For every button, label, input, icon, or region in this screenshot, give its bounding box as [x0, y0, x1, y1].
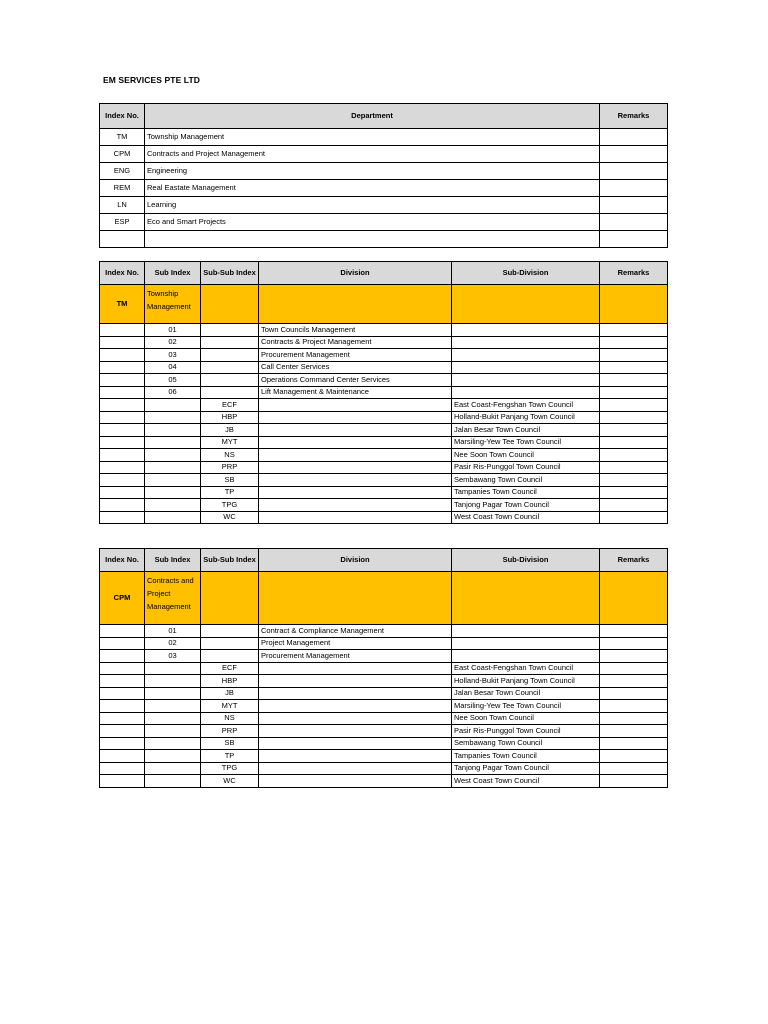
sub-index-cell [145, 762, 201, 775]
sub-division-cell: Jalan Besar Town Council [452, 424, 600, 437]
index-cell: TM [100, 129, 145, 146]
sub-division-cell [452, 386, 600, 399]
division-cell [259, 436, 452, 449]
sub-division-cell: Holland-Bukit Panjang Town Council [452, 675, 600, 688]
index-cell [100, 625, 145, 638]
remarks-cell [600, 399, 668, 412]
remarks-cell [600, 486, 668, 499]
index-cell: ESP [100, 214, 145, 231]
sub-index-cell [145, 737, 201, 750]
sub-division-header: Sub-Division [452, 549, 600, 572]
company-title: EM SERVICES PTE LTD [103, 75, 200, 85]
sub-sub-index-cell [201, 650, 259, 663]
sub-index-cell [145, 436, 201, 449]
group-index-cell: CPM [100, 572, 145, 625]
index-cell [100, 424, 145, 437]
remarks-cell [600, 349, 668, 362]
remarks-cell [600, 762, 668, 775]
sub-index-cell [145, 461, 201, 474]
table-row [100, 146, 668, 163]
sub-sub-index-cell [201, 361, 259, 374]
sub-division-cell: East Coast-Fengshan Town Council [452, 662, 600, 675]
remarks-cell [600, 775, 668, 788]
sub-index-cell: 06 [145, 386, 201, 399]
division-cell [259, 700, 452, 713]
sub-index-cell: 03 [145, 349, 201, 362]
table-row [100, 775, 668, 788]
sub-division-cell: Nee Soon Town Council [452, 449, 600, 462]
sub-sub-index-cell: MYT [201, 436, 259, 449]
division-cell [259, 399, 452, 412]
remarks-cell [600, 650, 668, 663]
table-row [100, 700, 668, 713]
department-cell: Real Eastate Management [145, 180, 600, 197]
table-row [100, 424, 668, 437]
remarks-cell [600, 675, 668, 688]
sub-index-cell [145, 675, 201, 688]
sub-sub-index-cell [201, 386, 259, 399]
sub-index-cell: 01 [145, 625, 201, 638]
division-cell: Operations Command Center Services [259, 374, 452, 387]
division-cell [259, 712, 452, 725]
index-header: Index No. [100, 104, 145, 129]
table-row [100, 499, 668, 512]
remarks-cell [600, 737, 668, 750]
sub-division-cell: Nee Soon Town Council [452, 712, 600, 725]
group-index-cell: TM [100, 285, 145, 324]
sub-division-cell: Pasir Ris-Punggol Town Council [452, 725, 600, 738]
sub-division-cell: Tampanies Town Council [452, 750, 600, 763]
remarks-cell [600, 214, 668, 231]
sub-sub-index-cell: TPG [201, 762, 259, 775]
sub-sub-index-cell: ECF [201, 662, 259, 675]
sub-sub-index-cell [201, 625, 259, 638]
index-cell [100, 474, 145, 487]
sub-index-cell: 04 [145, 361, 201, 374]
remarks-cell [600, 725, 668, 738]
division-cell: Town Councils Management [259, 324, 452, 337]
table-row [100, 650, 668, 663]
remarks-cell [600, 180, 668, 197]
sub-division-cell: Marsiling-Yew Tee Town Council [452, 700, 600, 713]
index-cell [100, 775, 145, 788]
remarks-cell [600, 424, 668, 437]
remarks-cell [600, 625, 668, 638]
table-row [100, 399, 668, 412]
empty-cell [452, 285, 600, 324]
remarks-cell [600, 700, 668, 713]
index-cell [100, 511, 145, 524]
division-cell: Call Center Services [259, 361, 452, 374]
sub-sub-index-cell: JB [201, 424, 259, 437]
sub-sub-index-cell: PRP [201, 461, 259, 474]
table-row [100, 712, 668, 725]
remarks-cell [600, 386, 668, 399]
sub-index-cell: 03 [145, 650, 201, 663]
index-cell [100, 361, 145, 374]
sub-division-cell: West Coast Town Council [452, 511, 600, 524]
sub-division-cell [452, 650, 600, 663]
index-cell [100, 675, 145, 688]
sub-index-cell [145, 662, 201, 675]
table-row [100, 637, 668, 650]
table-row [100, 180, 668, 197]
department-cell: Contracts and Project Management [145, 146, 600, 163]
division-cell: Procurement Management [259, 650, 452, 663]
sub-sub-index-cell: HBP [201, 675, 259, 688]
empty-cell [201, 572, 259, 625]
division-cell [259, 737, 452, 750]
index-cell [100, 650, 145, 663]
sub-sub-index-cell [201, 374, 259, 387]
sub-division-cell: Tanjong Pagar Town Council [452, 499, 600, 512]
sub-index-cell [145, 449, 201, 462]
division-cell: Project Management [259, 637, 452, 650]
division-cell: Contract & Compliance Management [259, 625, 452, 638]
sub-index-cell [145, 750, 201, 763]
group-name-cell: Contracts and Project Management [145, 572, 201, 625]
sub-index-cell [145, 499, 201, 512]
index-cell: REM [100, 180, 145, 197]
table-row [100, 461, 668, 474]
cpm-table-header [100, 549, 668, 572]
remarks-cell [600, 197, 668, 214]
division-cell [259, 775, 452, 788]
sub-index-cell [145, 424, 201, 437]
remarks-cell [600, 712, 668, 725]
department-cell: Learning [145, 197, 600, 214]
sub-division-cell: Tanjong Pagar Town Council [452, 762, 600, 775]
sub-index-cell [145, 511, 201, 524]
index-cell [100, 411, 145, 424]
department-table [99, 103, 668, 248]
remarks-cell [600, 336, 668, 349]
sub-sub-index-cell [201, 324, 259, 337]
index-cell [100, 436, 145, 449]
table-row [100, 511, 668, 524]
sub-index-cell [145, 712, 201, 725]
table-row [100, 486, 668, 499]
table-row [100, 436, 668, 449]
sub-division-cell [452, 361, 600, 374]
group-row [100, 285, 668, 324]
table-row [100, 361, 668, 374]
empty-cell [600, 285, 668, 324]
sub-sub-index-cell [201, 349, 259, 362]
sub-sub-index-cell: WC [201, 775, 259, 788]
remarks-cell [600, 449, 668, 462]
remarks-cell [600, 411, 668, 424]
remarks-cell [600, 499, 668, 512]
sub-index-header: Sub Index [145, 262, 201, 285]
group-name-cell: Township Management [145, 285, 201, 324]
sub-division-cell [452, 374, 600, 387]
sub-index-cell [145, 399, 201, 412]
sub-index-cell [145, 687, 201, 700]
index-cell [100, 725, 145, 738]
division-cell [259, 449, 452, 462]
index-cell [100, 399, 145, 412]
department-cell: Township Management [145, 129, 600, 146]
sub-sub-index-cell [201, 336, 259, 349]
sub-division-header: Sub-Division [452, 262, 600, 285]
index-cell: LN [100, 197, 145, 214]
tm-table-header [100, 262, 668, 285]
index-cell [100, 461, 145, 474]
table-row [100, 625, 668, 638]
division-cell [259, 675, 452, 688]
contracts-project-management-table [99, 548, 668, 788]
division-cell [259, 687, 452, 700]
table-row [100, 324, 668, 337]
sub-sub-index-cell: WC [201, 511, 259, 524]
sub-sub-index-header: Sub-Sub Index [201, 262, 259, 285]
index-cell [100, 687, 145, 700]
remarks-cell [600, 474, 668, 487]
sub-sub-index-cell: NS [201, 712, 259, 725]
department-cell: Engineering [145, 163, 600, 180]
division-cell [259, 725, 452, 738]
index-header: Index No. [100, 549, 145, 572]
index-cell [100, 349, 145, 362]
sub-index-cell [145, 775, 201, 788]
sub-index-cell [145, 486, 201, 499]
sub-division-cell [452, 349, 600, 362]
division-cell [259, 486, 452, 499]
index-cell [100, 637, 145, 650]
division-header: Division [259, 262, 452, 285]
table-row [100, 374, 668, 387]
sub-index-cell [145, 474, 201, 487]
remarks-cell [600, 461, 668, 474]
table-row [100, 675, 668, 688]
sub-division-cell: Marsiling-Yew Tee Town Council [452, 436, 600, 449]
index-cell [100, 386, 145, 399]
sub-index-cell: 02 [145, 336, 201, 349]
department-cell: Eco and Smart Projects [145, 214, 600, 231]
sub-sub-index-cell: PRP [201, 725, 259, 738]
sub-division-cell: Sembawang Town Council [452, 737, 600, 750]
remarks-cell [600, 361, 668, 374]
index-cell [100, 712, 145, 725]
remarks-cell [600, 687, 668, 700]
remarks-cell [600, 231, 668, 248]
sub-division-cell [452, 625, 600, 638]
index-cell [100, 700, 145, 713]
sub-division-cell [452, 336, 600, 349]
table-row [100, 163, 668, 180]
remarks-cell [600, 662, 668, 675]
remarks-cell [600, 324, 668, 337]
remarks-header: Remarks [600, 262, 668, 285]
sub-sub-index-cell: JB [201, 687, 259, 700]
sub-division-cell: Holland-Bukit Panjang Town Council [452, 411, 600, 424]
sub-sub-index-cell: SB [201, 737, 259, 750]
table-row [100, 197, 668, 214]
index-cell [100, 750, 145, 763]
remarks-cell [600, 637, 668, 650]
table-row [100, 411, 668, 424]
empty-cell [600, 572, 668, 625]
division-header: Division [259, 549, 452, 572]
index-cell [100, 374, 145, 387]
index-cell [100, 737, 145, 750]
index-cell [100, 486, 145, 499]
sub-sub-index-cell: TPG [201, 499, 259, 512]
sub-index-cell: 01 [145, 324, 201, 337]
table-row [100, 474, 668, 487]
index-cell [100, 662, 145, 675]
group-row [100, 572, 668, 625]
index-cell [100, 449, 145, 462]
table-row [100, 725, 668, 738]
department-cell [145, 231, 600, 248]
table-row [100, 231, 668, 248]
table-row [100, 449, 668, 462]
remarks-cell [600, 511, 668, 524]
index-cell [100, 231, 145, 248]
division-cell [259, 511, 452, 524]
table-row [100, 737, 668, 750]
division-cell: Lift Management & Maintenance [259, 386, 452, 399]
division-cell [259, 662, 452, 675]
sub-division-cell: Sembawang Town Council [452, 474, 600, 487]
division-cell [259, 461, 452, 474]
sub-sub-index-cell: TP [201, 750, 259, 763]
division-cell [259, 750, 452, 763]
sub-index-cell: 05 [145, 374, 201, 387]
remarks-cell [600, 129, 668, 146]
remarks-cell [600, 436, 668, 449]
index-cell [100, 499, 145, 512]
sub-sub-index-cell: HBP [201, 411, 259, 424]
empty-cell [201, 285, 259, 324]
index-cell [100, 336, 145, 349]
table-row [100, 214, 668, 231]
remarks-cell [600, 146, 668, 163]
sub-sub-index-cell: TP [201, 486, 259, 499]
table-row [100, 762, 668, 775]
sub-sub-index-cell: NS [201, 449, 259, 462]
empty-cell [452, 572, 600, 625]
sub-division-cell [452, 324, 600, 337]
sub-sub-index-cell: SB [201, 474, 259, 487]
index-cell: ENG [100, 163, 145, 180]
township-management-table [99, 261, 668, 524]
sub-index-header: Sub Index [145, 549, 201, 572]
table-row [100, 687, 668, 700]
index-cell [100, 762, 145, 775]
empty-cell [259, 285, 452, 324]
remarks-header: Remarks [600, 104, 668, 129]
sub-index-cell [145, 700, 201, 713]
sub-index-cell: 02 [145, 637, 201, 650]
table-row [100, 750, 668, 763]
remarks-cell [600, 163, 668, 180]
division-cell [259, 762, 452, 775]
index-header: Index No. [100, 262, 145, 285]
sub-division-cell: Jalan Besar Town Council [452, 687, 600, 700]
sub-index-cell [145, 725, 201, 738]
remarks-header: Remarks [600, 549, 668, 572]
sub-sub-index-header: Sub-Sub Index [201, 549, 259, 572]
sub-division-cell: Tampanies Town Council [452, 486, 600, 499]
division-cell [259, 499, 452, 512]
division-cell: Contracts & Project Management [259, 336, 452, 349]
sub-index-cell [145, 411, 201, 424]
table-row [100, 129, 668, 146]
sub-division-cell: Pasir Ris-Punggol Town Council [452, 461, 600, 474]
empty-cell [259, 572, 452, 625]
department-header: Department [145, 104, 600, 129]
department-table-header [100, 104, 668, 129]
remarks-cell [600, 750, 668, 763]
sub-division-cell: West Coast Town Council [452, 775, 600, 788]
index-cell [100, 324, 145, 337]
index-cell: CPM [100, 146, 145, 163]
sub-sub-index-cell: ECF [201, 399, 259, 412]
division-cell [259, 474, 452, 487]
table-row [100, 386, 668, 399]
table-row [100, 349, 668, 362]
sub-sub-index-cell: MYT [201, 700, 259, 713]
remarks-cell [600, 374, 668, 387]
table-row [100, 336, 668, 349]
division-cell: Procurement Management [259, 349, 452, 362]
sub-sub-index-cell [201, 637, 259, 650]
division-cell [259, 411, 452, 424]
table-row [100, 662, 668, 675]
division-cell [259, 424, 452, 437]
sub-division-cell [452, 637, 600, 650]
sub-division-cell: East Coast-Fengshan Town Council [452, 399, 600, 412]
